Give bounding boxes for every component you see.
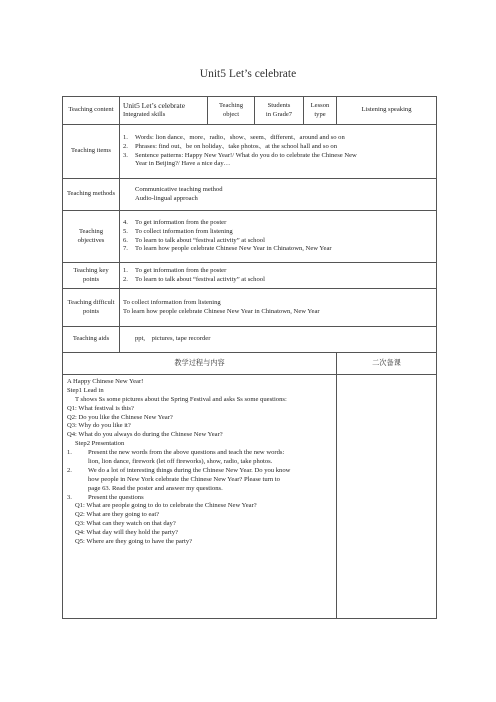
row-teaching-methods xyxy=(63,179,437,211)
step1-title: Step1 Lead in xyxy=(67,386,104,394)
step2-question: Q3: What can they watch on that day? xyxy=(75,520,176,528)
list-item: 2. Phrases: find out、be on holiday、take photos、at the school hall and so on xyxy=(123,142,337,150)
difficult-points-value: To collect information from listening To learn how people celebrate Chinese New Year in Chinatown, New Year xyxy=(120,289,437,327)
list-item: 3. Sentence patterns: Happy New Year!/ What do you do to celebrate the Chinese New xyxy=(123,151,357,159)
list-item: 7. To learn how people celebrate Chinese New Year in Chinatown, New Year xyxy=(123,245,332,253)
row-process-body xyxy=(63,375,437,619)
process-content: A Happy Chinese New Year! Step1 Lead in T shows Ss some pictures about the Spring Festival and asks Ss some questions: Q1: What festival is this? Q2: Do you like the Chinese New Year? Q3: Why do you like it? Q4: What do you always do during the Chinese New Year? Step2 Presentation 1. Present the new words from the above questions and teach the new words: lion, lion dance, firework (let off fireworks), show, radio, take photos. 2. We do a lot of interesting things during the Chinese New Year. Do you know how people in New York celebrate the Chinese New Year? Please turn to page 63. Read the poster and answer my questions. 3. Present the questions Q1: What are people going to do to celebrate the Chinese New Year? Q2: What are they going to eat? Q3: What can they watch on that day? Q4: What day will they hold the party? Q5: Where are they going to have the party? xyxy=(63,375,337,619)
teaching-content-value: Unit5 Let’s celebrate Integrated skills xyxy=(120,97,208,125)
step2-question: Q4: What day will they hold the party? xyxy=(75,529,178,537)
step1-text: T shows Ss some pictures about the Spring Festival and asks Ss some questions: xyxy=(75,395,287,403)
list-item: 1. To get information from the poster xyxy=(123,266,227,274)
process-header-left: 教学过程与内容 xyxy=(63,353,337,375)
row-teaching-aids xyxy=(63,327,437,353)
step1-question: Q1: What festival is this? xyxy=(67,404,134,412)
teaching-methods-value: Communicative teaching method Audio-lingual approach xyxy=(120,179,437,211)
process-heading: A Happy Chinese New Year! xyxy=(67,378,144,385)
step2-question: Q5: Where are they going to have the party? xyxy=(75,538,193,546)
list-item: 1. Words: lion dance、more、radio、show、seem、different、around and so on xyxy=(123,133,345,141)
step2-question: Q1: What are people going to do to celebrate the Chinese New Year? xyxy=(75,502,257,510)
teaching-items-list: 1. Words: lion dance、more、radio、show、seem、different、around and so on 2. Phrases: find out、be on holiday、take photos、at the school hall and so on 3. Sentence patterns: Happy New Year!/ What do you do to celebrate the Chinese New Year in Beijing?/ Have a nice day… xyxy=(120,125,437,179)
row-teaching-content xyxy=(63,97,437,125)
row-difficult-points xyxy=(63,289,437,327)
difficult-points-label: Teaching difficult points xyxy=(63,289,120,327)
row-teaching-objectives xyxy=(63,211,437,263)
teaching-object-value: Students in Grade7 xyxy=(255,97,304,125)
lesson-type-label: Lesson type xyxy=(304,97,337,125)
step1-question: Q3: Why do you like it? xyxy=(67,422,131,430)
teaching-aids-value: ppt, pictures, tape recorder xyxy=(120,327,437,353)
key-points-list xyxy=(120,263,437,289)
step2-title: Step2 Presentation xyxy=(75,440,125,448)
row-process-header xyxy=(63,353,437,375)
step1-question: Q2: Do you like the Chinese New Year? xyxy=(67,413,173,421)
teaching-content-label: Teaching content xyxy=(63,97,120,125)
lesson-type-value: Listening speaking xyxy=(337,97,437,125)
teaching-methods-label: Teaching methods xyxy=(63,179,120,211)
second-preparation-column xyxy=(337,375,437,619)
list-item: 5. To collect information from listening xyxy=(123,227,233,235)
step2-item: 1. Present the new words from the above questions and teach the new words: xyxy=(67,449,285,457)
teaching-object-label: Teaching object xyxy=(208,97,255,125)
page-title: Unit5 Let’s celebrate xyxy=(199,68,297,80)
step1-question: Q4: What do you always do during the Chinese New Year? xyxy=(67,431,223,439)
step2-item: 3. Present the questions xyxy=(67,493,144,501)
teaching-objectives-list xyxy=(120,211,437,263)
key-points-label: Teaching key points xyxy=(63,263,120,289)
teaching-items-label: Teaching items xyxy=(63,125,120,179)
lesson-plan-table xyxy=(62,96,437,619)
list-item: 2. To learn to talk about “festival activity” at school xyxy=(123,275,265,283)
process-header-right: 二次备课 xyxy=(337,353,437,375)
step2-item: 2. We do a lot of interesting things during the Chinese New Year. Do you know xyxy=(67,466,291,474)
teaching-objectives-label: Teaching objectives xyxy=(63,211,120,263)
list-item: 4. To get information from the poster xyxy=(123,218,227,226)
row-key-points xyxy=(63,263,437,289)
step2-question: Q2: What are they going to eat? xyxy=(75,511,160,519)
teaching-aids-label: Teaching aids xyxy=(63,327,120,353)
row-teaching-items xyxy=(63,125,437,179)
list-item: 6. To learn to talk about “festival activity” at school xyxy=(123,236,265,244)
